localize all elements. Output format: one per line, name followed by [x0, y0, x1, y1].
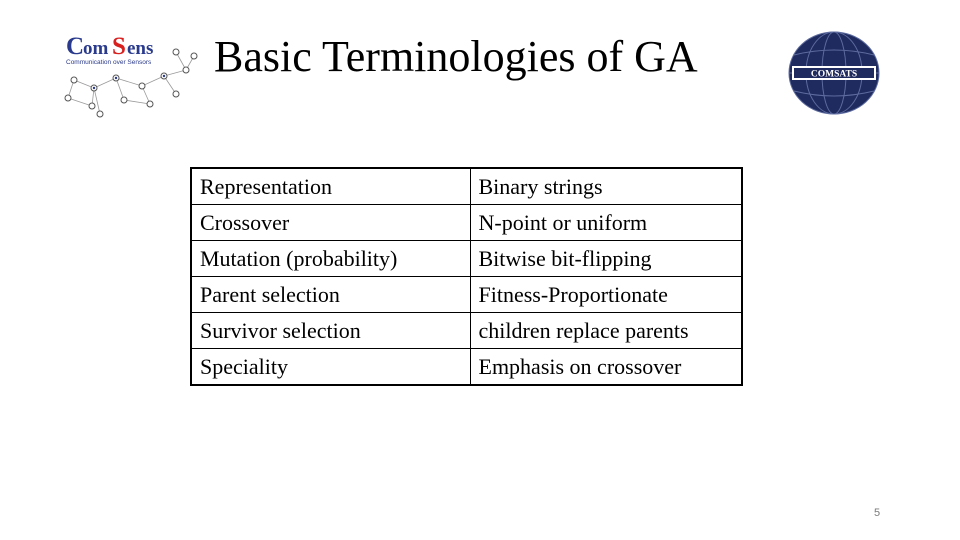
term-cell: Parent selection: [191, 277, 470, 313]
comsats-globe-icon: [786, 30, 882, 116]
value-cell: Emphasis on crossover: [470, 349, 742, 386]
table-row: [191, 205, 742, 241]
term-cell: Survivor selection: [191, 313, 470, 349]
value-cell: Binary strings: [470, 168, 742, 205]
table-row: [191, 168, 742, 205]
slide-title: Basic Terminologies of GA: [214, 32, 698, 81]
terminology-table: [190, 167, 743, 386]
term-cell: Speciality: [191, 349, 470, 386]
table-row: [191, 349, 742, 386]
comsats-logo-text: COMSATS: [810, 69, 858, 80]
value-cell: Fitness-Proportionate: [470, 277, 742, 313]
value-cell: Bitwise bit-flipping: [470, 241, 742, 277]
table-row: [191, 277, 742, 313]
value-cell: children replace parents: [470, 313, 742, 349]
svg-text:Communication over Sensors: Communication over Sensors: [66, 59, 152, 66]
page-number: 5: [874, 507, 881, 519]
term-cell: Crossover: [191, 205, 470, 241]
svg-text:om: om: [83, 38, 109, 59]
table-row: [191, 241, 742, 277]
term-cell: Mutation (probability): [191, 241, 470, 277]
svg-text:ens: ens: [127, 38, 154, 59]
comsens-logo: [54, 28, 204, 120]
svg-text:C: C: [66, 33, 85, 60]
term-cell: Representation: [191, 168, 470, 205]
table-row: [191, 313, 742, 349]
comsens-logo-graphic: [54, 28, 204, 120]
svg-text:S: S: [112, 33, 126, 60]
comsats-logo: [786, 30, 882, 116]
value-cell: N-point or uniform: [470, 205, 742, 241]
